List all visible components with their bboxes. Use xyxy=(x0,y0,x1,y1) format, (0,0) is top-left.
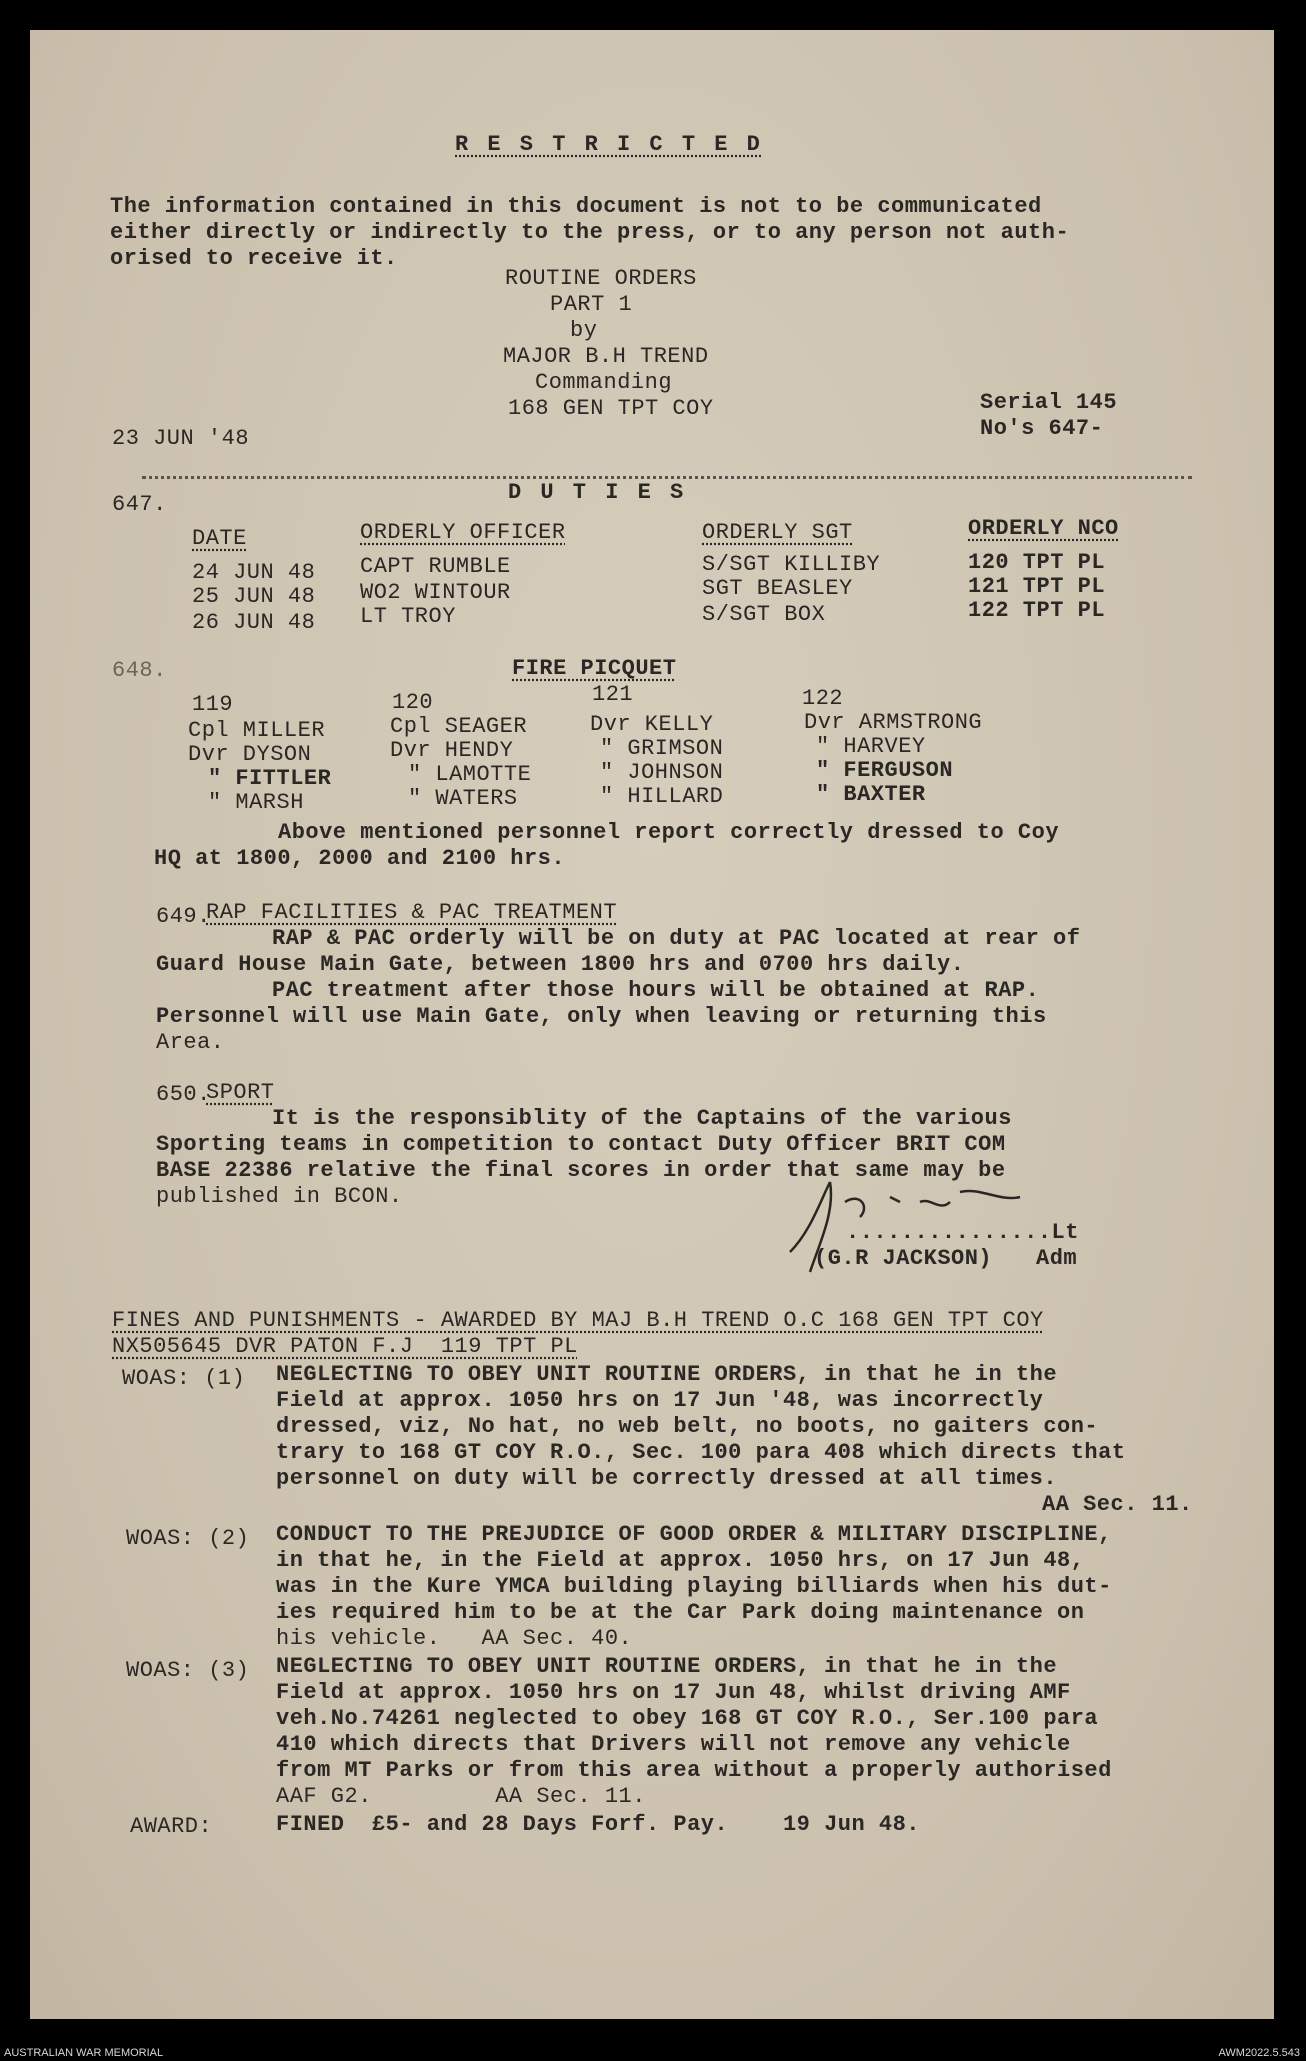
duty-nco-2: 121 TPT PL xyxy=(968,574,1106,599)
orders-line-4: MAJOR B.H TREND xyxy=(503,344,709,369)
duty-date-2: 25 JUN 48 xyxy=(192,584,316,609)
rap-line-4: Personnel will use Main Gate, only when leaving or returning this xyxy=(156,1004,1047,1029)
picquet-r3c1: " FITTLER xyxy=(208,766,332,791)
charge-2-line-5: his vehicle. AA Sec. 40. xyxy=(276,1626,633,1651)
sport-line-4: published in BCON. xyxy=(156,1184,403,1209)
picquet-r1c1: Cpl MILLER xyxy=(188,718,326,743)
picquet-r3c2: " LAMOTTE xyxy=(408,762,532,787)
picquet-note-1: Above mentioned personnel report correctly dressed to Coy xyxy=(278,820,1060,845)
duty-officer-1: CAPT RUMBLE xyxy=(360,554,511,579)
notice-line-1: The information contained in this document is not to be communicated xyxy=(110,194,1042,219)
charge-3-line-3: veh.No.74261 neglected to obey 168 GT COY R.O., Ser.100 para xyxy=(276,1706,1099,1731)
charge-2-label: WOAS: (2) xyxy=(126,1526,250,1551)
charge-3-line-4: 410 which directs that Drivers will not remove any vehicle xyxy=(276,1732,1071,1757)
duties-header-nco: ORDERLY NCO xyxy=(968,516,1119,541)
para-num-649: 649. xyxy=(156,904,211,929)
order-date: 23 JUN '48 xyxy=(112,426,250,451)
rap-line-2: Guard House Main Gate, between 1800 hrs and 0700 hrs daily. xyxy=(156,952,965,977)
rap-line-3: PAC treatment after those hours will be obtained at RAP. xyxy=(272,978,1040,1003)
duty-sgt-2: SGT BEASLEY xyxy=(702,576,853,601)
duty-officer-3: LT TROY xyxy=(360,604,456,629)
rap-line-5: Area. xyxy=(156,1030,225,1055)
notice-line-3: orised to receive it. xyxy=(110,246,398,271)
serial-nos: No's 647- xyxy=(980,416,1104,441)
fines-soldier: NX505645 DVR PATON F.J 119 TPT PL xyxy=(112,1334,578,1359)
signature-name: (G.R JACKSON) xyxy=(814,1246,993,1271)
charge-2-line-4: ies required him to be at the Car Park doing maintenance on xyxy=(276,1600,1085,1625)
picquet-r4c1: " MARSH xyxy=(208,790,304,815)
duty-date-1: 24 JUN 48 xyxy=(192,560,316,585)
picquet-r3c4: " FERGUSON xyxy=(816,758,954,783)
footer-left: AUSTRALIAN WAR MEMORIAL xyxy=(4,2047,164,2059)
duty-officer-2: WO2 WINTOUR xyxy=(360,580,511,605)
picquet-r4c3: " HILLARD xyxy=(600,784,724,809)
fines-heading: FINES AND PUNISHMENTS - AWARDED BY MAJ B.H TREND O.C 168 GEN TPT COY xyxy=(112,1308,1044,1333)
duty-sgt-3: S/SGT BOX xyxy=(702,602,826,627)
picquet-r4c2: " WATERS xyxy=(408,786,518,811)
sport-line-1: It is the responsiblity of the Captains of the various xyxy=(272,1106,1012,1131)
charge-3-label: WOAS: (3) xyxy=(126,1658,250,1683)
charge-3-line-5: from MT Parks or from this area without a properly authorised xyxy=(276,1758,1112,1783)
document-page xyxy=(30,30,1274,2019)
picquet-platoon-120: 120 xyxy=(392,690,434,715)
para-num-650: 650. xyxy=(156,1082,211,1107)
charge-1-label: WOAS: (1) xyxy=(122,1366,246,1391)
charge-2-line-3: was in the Kure YMCA building playing billiards when his dut- xyxy=(276,1574,1112,1599)
duty-nco-3: 122 TPT PL xyxy=(968,598,1106,623)
rap-title: RAP FACILITIES & PAC TREATMENT xyxy=(206,900,618,925)
picquet-platoon-121: 121 xyxy=(592,682,634,707)
charge-1-line-2: Field at approx. 1050 hrs on 17 Jun '48, was incorrectly xyxy=(276,1388,1044,1413)
para-num-648: 648. xyxy=(112,658,167,683)
picquet-r2c1: Dvr DYSON xyxy=(188,742,312,767)
charge-1-line-4: trary to 168 GT COY R.O., Sec. 100 para 408 which directs that xyxy=(276,1440,1126,1465)
duties-header-officer: ORDERLY OFFICER xyxy=(360,520,566,545)
charge-2-line-1: CONDUCT TO THE PREJUDICE OF GOOD ORDER & MILITARY DISCIPLINE, xyxy=(276,1522,1112,1547)
footer-right: AWM2022.5.543 xyxy=(1218,2047,1300,2059)
orders-line-3: by xyxy=(570,318,598,343)
award-text: FINED £5- and 28 Days Forf. Pay. 19 Jun 48. xyxy=(276,1812,921,1837)
picquet-r2c2: Dvr HENDY xyxy=(390,738,514,763)
serial: Serial 145 xyxy=(980,390,1118,415)
picquet-r1c2: Cpl SEAGER xyxy=(390,714,528,739)
duty-date-3: 26 JUN 48 xyxy=(192,610,316,635)
orders-line-5: Commanding xyxy=(535,370,673,395)
para-num-647: 647. xyxy=(112,492,167,517)
orders-line-2: PART 1 xyxy=(550,292,633,317)
duties-header-sgt: ORDERLY SGT xyxy=(702,520,853,545)
charge-1-line-3: dressed, viz, No hat, no web belt, no boots, no gaiters con- xyxy=(276,1414,1099,1439)
picquet-r2c3: " GRIMSON xyxy=(600,736,724,761)
picquet-r1c4: Dvr ARMSTRONG xyxy=(804,710,983,735)
picquet-title: FIRE PICQUET xyxy=(512,656,677,681)
picquet-r3c3: " JOHNSON xyxy=(600,760,724,785)
rap-line-1: RAP & PAC orderly will be on duty at PAC located at rear of xyxy=(272,926,1081,951)
signature-line: ...............Lt xyxy=(846,1220,1079,1245)
picquet-r1c3: Dvr KELLY xyxy=(590,712,714,737)
restricted-title: R E S T R I C T E D xyxy=(455,132,763,157)
duty-nco-1: 120 TPT PL xyxy=(968,550,1106,575)
picquet-platoon-119: 119 xyxy=(192,692,234,717)
duties-header-date: DATE xyxy=(192,526,247,551)
picquet-r2c4: " HARVEY xyxy=(816,734,926,759)
separator xyxy=(142,476,1192,479)
orders-line-6: 168 GEN TPT COY xyxy=(508,396,714,421)
duties-title: D U T I E S xyxy=(508,480,687,505)
picquet-platoon-122: 122 xyxy=(802,686,844,711)
charge-3-line-6: AAF G2. AA Sec. 11. xyxy=(276,1784,646,1809)
award-label: AWARD: xyxy=(130,1814,213,1839)
sport-line-2: Sporting teams in competition to contact Duty Officer BRIT COM xyxy=(156,1132,1006,1157)
picquet-r4c4: " BAXTER xyxy=(816,782,926,807)
charge-3-line-2: Field at approx. 1050 hrs on 17 Jun 48, whilst driving AMF xyxy=(276,1680,1071,1705)
charge-1-line-1: NEGLECTING TO OBEY UNIT ROUTINE ORDERS, in that he in the xyxy=(276,1362,1058,1387)
sport-line-3: BASE 22386 relative the final scores in order that same may be xyxy=(156,1158,1006,1183)
sport-title: SPORT xyxy=(206,1080,275,1105)
charge-1-line-5: personnel on duty will be correctly dressed at all times. xyxy=(276,1466,1058,1491)
picquet-note-2: HQ at 1800, 2000 and 2100 hrs. xyxy=(154,846,566,871)
charge-2-line-2: in that he, in the Field at approx. 1050 hrs, on 17 Jun 48, xyxy=(276,1548,1085,1573)
signature-role: Adm xyxy=(1036,1246,1078,1271)
duty-sgt-1: S/SGT KILLIBY xyxy=(702,552,881,577)
orders-line-1: ROUTINE ORDERS xyxy=(505,266,697,291)
charge-1-section: AA Sec. 11. xyxy=(1042,1492,1193,1517)
charge-3-line-1: NEGLECTING TO OBEY UNIT ROUTINE ORDERS, in that he in the xyxy=(276,1654,1058,1679)
notice-line-2: either directly or indirectly to the press, or to any person not auth- xyxy=(110,220,1070,245)
